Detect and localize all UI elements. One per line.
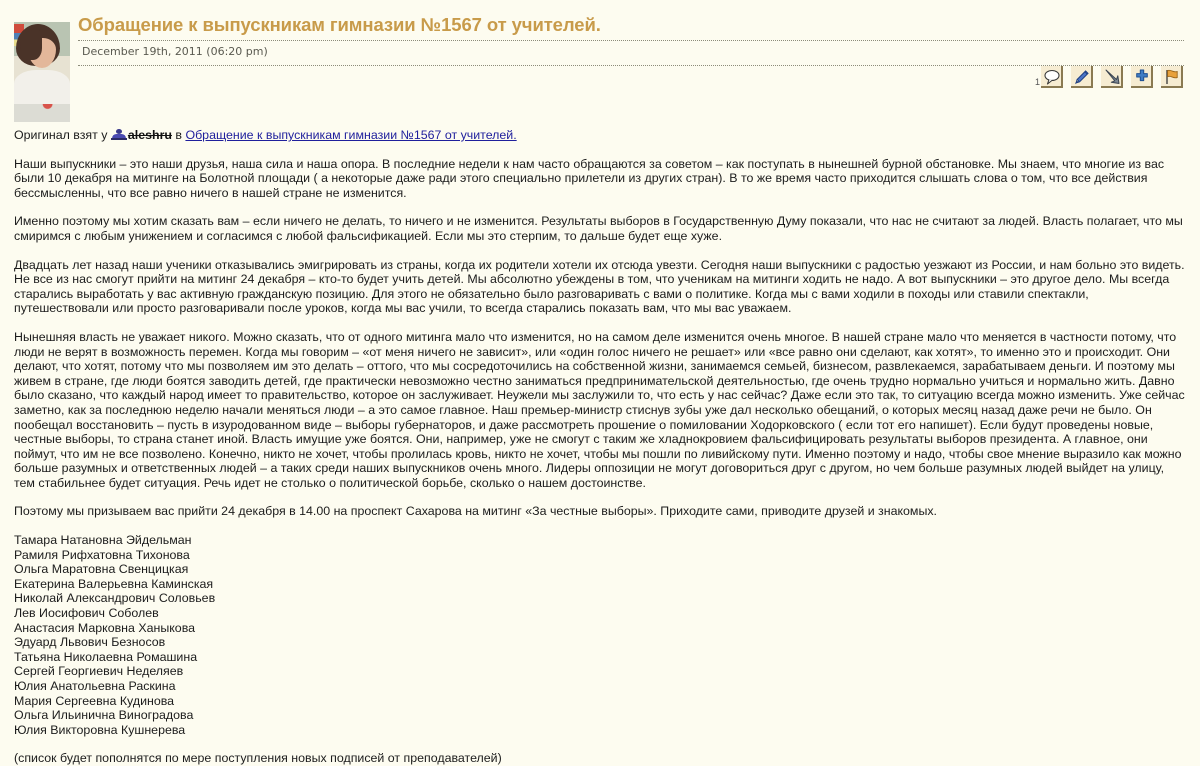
entry-paragraph-2: Именно поэтому мы хотим сказать вам – если ничего не делать, то ничего и не изменится. Результаты выборов в Государственную Думу показали, что нас не считают за людей. Власть полагает, что мы смиримся с любым унижением и согласимся с любой фальсификацией. Если мы это стерпим, то дальше будет еще хуже. <box>14 214 1183 243</box>
comment-bubble-icon[interactable] <box>1041 66 1063 88</box>
signature-item: Эдуард Львович Безносов <box>14 635 166 650</box>
lj-user-link[interactable] <box>111 128 172 142</box>
signature-item: Николай Александрович Соловьев <box>14 591 216 606</box>
lj-username: aleshru <box>127 128 172 142</box>
signature-item: Анастасия Марковна Ханыкова <box>14 620 196 635</box>
comment-count: 1 <box>1034 77 1040 87</box>
entry-body <box>14 128 1186 766</box>
signature-item: Лев Иосифович Соболев <box>14 606 159 621</box>
entry-title: Обращение к выпускникам гимназии №1567 от учителей. <box>78 14 601 35</box>
signature-footnote: (список будет пополнятся по мере поступления новых подписей от преподавателей) <box>14 751 502 766</box>
userpic-shirt <box>14 70 70 104</box>
userpic[interactable] <box>14 22 70 122</box>
signature-list <box>14 533 1186 737</box>
entry-paragraph-5: Поэтому мы призываем вас прийти 24 декабря в 14.00 на проспект Сахарова на митинг «За честные выборы». Приходите сами, приводите друзей и знакомых. <box>14 504 937 519</box>
entry-date-row <box>78 40 1184 66</box>
signature-item: Мария Сергеевна Кудинова <box>14 693 175 708</box>
signature-item: Ольга Маратовна Свенцицкая <box>14 562 189 577</box>
signature-item: Тамара Натановна Эйдельман <box>14 533 192 548</box>
comment-group <box>1035 66 1063 88</box>
entry-paragraph-4: Нынешняя власть не уважает никого. Можно сказать, что от одного митинга мало что изменится, но на самом деле изменится очень многое. В нашей стране мало что меняется в частности потому, что люди не верят в возможность перемен. Когда мы говорим – «от меня ничего не зависит», или «один голос ничего не решает» или «все равно они сделают, как хотят», то именно это и происходит. Они делают, что хотят, потому что мы позволяем им это делать – оттого, что мы сосредоточились на собственной жизни, занимаемся семьей, бизнесом, развлекаемся, зарабатываем деньги. И поэтому мы живем в стране, где люди боятся заводить детей, где практически невозможно честно заниматься предпринимательской деятельностью, где очень трудно нормально учиться и нормально жить. Давно было сказано, что каждый народ имеет то правительство, которое он заслуживает. Неужели мы заслужили то, что есть у нас сейчас? Даже если это так, то ситуацию всегда можно изменить. Уже сейчас заметно, как за последнюю неделю начали меняться люди – а это самое главное. Наш премьер-министр стиснув зубы уже дал несколько обещаний, о которых месяц назад даже речи не было. Он пообещал восстановить – пусть в изуродованном виде – выборы губернаторов, и даже рассмотреть прошение о помиловании Ходорковского ( если тот его напишет). Если будут проведены новые, честные выборы, то страна станет иной. Власть имущие уже боятся. Они, например, уже не смогут с таким же хладнокровием фальсифицировать результаты выборов президента. А главное, они поймут, что им не все позволено. Конечно, никто не хочет, чтобы пролилась кровь, никто не хочет, чтобы мы пошли по ливийскому пути. Именно поэтому и надо, чтобы свое мнение выразило как можно больше разумных и ответственных людей – а таких среди наших выпускников очень много. Лидеры оппозиции не могут договориться друг с другом, но чем больше разумных людей выйдет на улицу, тем стабильнее будет ситуация. Речь идет не столько о политической борьбе, сколько о нашем достоинстве. <box>14 329 1185 490</box>
signature-item: Екатерина Валерьевна Каминская <box>14 576 214 591</box>
signature-item: Юлия Анатольевна Раскина <box>14 679 176 693</box>
signature-item: Ольга Ильинична Виноградова <box>14 708 194 723</box>
entry-paragraph-1: Наши выпускники – это наши друзья, наша сила и наша опора. В последние недели к нам часто обращаются за советом – как поступать в нынешней бурной обстановке. Мы знаем, что многие из вас были 10 декабря на митинге на Болотной площади ( а некоторые даже ради этого специально прилетели из других стран). В то же время часто приходится слышать слова о том, что все действия бессмысленны, что все равно ничего в нашей стране не изменится. <box>14 156 1165 200</box>
edit-pencil-icon[interactable] <box>1071 66 1093 88</box>
entry-toolbar <box>1035 66 1183 88</box>
repost-line <box>14 128 1186 143</box>
signature-item: Юлия Викторовна Кушнерева <box>14 722 186 737</box>
share-arrow-icon[interactable] <box>1101 66 1123 88</box>
original-post-link[interactable]: Обращение к выпускникам гимназии №1567 от учителей. <box>185 128 517 142</box>
entry-paragraph-3: Двадцать лет назад наши ученики отказывались эмигрировать из страны, когда их родители хотели их отсюда увезти. Сегодня наши выпускники с радостью уезжают из России, и нам больно это видеть. Не все из нас смогут прийти на митинг 24 декабря – кто-то будет учить детей. Мы абсолютно убеждены в том, что ученикам на митинги ходить не надо. А вот выпускники – это другое дело. Мы всегда старались выработать у вас активную гражданскую позицию. Для этого не обязательно было разговаривать с вами о политике. Когда мы с вами ходили в походы или ставили спектакли, путешествовали или просто разговаривали после уроков, когда мы вас учили, то всегда старались показать вам, что мы вас уважаем. <box>14 257 1185 316</box>
signature-item: Татьяна Николаевна Ромашина <box>14 649 198 664</box>
userpic-fringe <box>20 30 42 60</box>
entry-date: December 19th, 2011 (06:20 pm) <box>82 45 268 58</box>
add-memory-icon[interactable] <box>1131 66 1153 88</box>
repost-prefix: Оригинал взят у <box>14 128 111 142</box>
user-head-icon <box>111 129 127 140</box>
signature-item: Рамиля Рифхатовна Тихонова <box>14 547 190 562</box>
signature-item: Сергей Георгиевич Неделяев <box>14 664 184 679</box>
repost-middle: в <box>171 128 186 142</box>
flag-icon[interactable] <box>1161 66 1183 88</box>
entry-header <box>0 0 1200 128</box>
